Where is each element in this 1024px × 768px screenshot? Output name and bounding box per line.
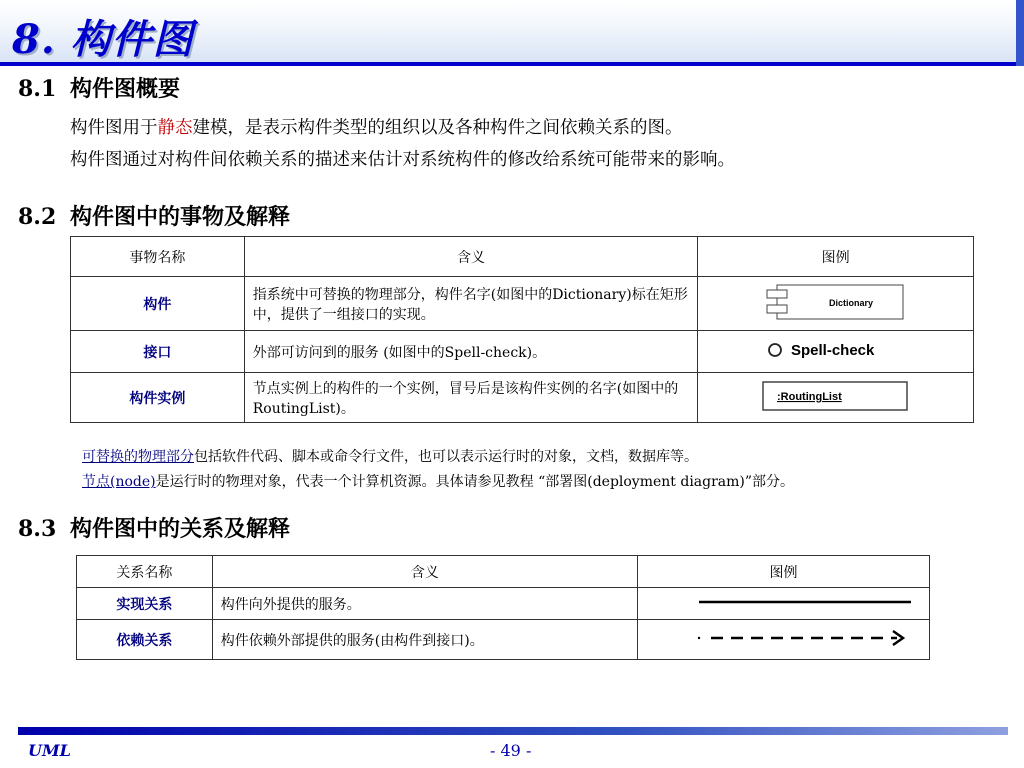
thing-name: 构件实例 bbox=[71, 373, 245, 423]
table-row bbox=[77, 620, 930, 660]
section1-line2: 构件图通过对构件间依赖关系的描述来估计对系统构件的修改给系统可能带来的影响。 bbox=[70, 150, 735, 170]
legend-cell bbox=[638, 588, 930, 620]
footer-bar bbox=[18, 727, 1008, 735]
note-link[interactable]: 可替换的物理部分 bbox=[82, 449, 194, 465]
legend-cell bbox=[698, 277, 974, 331]
table-header-row bbox=[71, 237, 974, 277]
section-heading-8-1 bbox=[18, 72, 180, 103]
instance-legend-label: :RoutingList bbox=[776, 390, 842, 403]
header-cell: 图例 bbox=[638, 556, 930, 588]
page-number: - 49 - bbox=[490, 741, 532, 760]
text: 建模，是表示构件类型的组织以及各种构件之间依赖关系的图。 bbox=[192, 118, 683, 138]
highlight-text: 静态 bbox=[157, 118, 193, 138]
header-cell: 含义 bbox=[244, 237, 697, 277]
table-row bbox=[71, 373, 974, 423]
legend-cell bbox=[638, 620, 930, 660]
interface-legend-label: Spell-check bbox=[790, 341, 874, 359]
table-row bbox=[71, 277, 974, 331]
thing-meaning: 节点实例上的构件的一个实例，冒号后是该构件实例的名字(如图中的RoutingList)。 bbox=[244, 373, 697, 423]
title-bar bbox=[0, 0, 1024, 66]
thing-meaning: 外部可访问到的服务 (如图中的Spell-check)。 bbox=[244, 331, 697, 373]
relation-meaning: 构件向外提供的服务。 bbox=[212, 588, 637, 620]
note-link[interactable]: 节点(node) bbox=[82, 474, 156, 490]
header-cell: 图例 bbox=[698, 237, 974, 277]
header-cell: 关系名称 bbox=[77, 556, 213, 588]
table-header-row bbox=[77, 556, 930, 588]
page-title: 8. 构件图 bbox=[12, 16, 194, 63]
header-cell: 事物名称 bbox=[71, 237, 245, 277]
thing-meaning: 指系统中可替换的物理部分，构件名字(如图中的Dictionary)标在矩形中，提供了一组接口的实现。 bbox=[244, 277, 697, 331]
section-title: 构件图中的事物及解释 bbox=[70, 204, 291, 230]
section-number: 8.1 bbox=[18, 76, 57, 102]
note-text: 是运行时的物理对象，代表一个计算机资源。具体请参见教程 “部署图(deployment diagram)”部分。 bbox=[155, 474, 795, 490]
section-heading-8-2 bbox=[18, 200, 290, 231]
section1-line1 bbox=[70, 114, 683, 139]
thing-name: 接口 bbox=[71, 331, 245, 373]
section-heading-8-3 bbox=[18, 512, 290, 543]
note-text: 包括软件代码、脚本或命令行文件，也可以表示运行时的对象，文档，数据库等。 bbox=[194, 449, 698, 465]
header-cell: 含义 bbox=[212, 556, 637, 588]
things-table bbox=[70, 236, 974, 423]
note-1 bbox=[82, 446, 698, 466]
relation-name: 实现关系 bbox=[77, 588, 213, 620]
legend-cell bbox=[698, 373, 974, 423]
section-title: 构件图概要 bbox=[70, 76, 181, 102]
section-number: 8.3 bbox=[18, 516, 57, 542]
component-legend-label: Dictionary bbox=[828, 297, 873, 308]
relation-meaning: 构件依赖外部提供的服务(由构件到接口)。 bbox=[212, 620, 637, 660]
section-title: 构件图中的关系及解释 bbox=[70, 516, 291, 542]
legend-cell bbox=[698, 331, 974, 373]
relation-name: 依赖关系 bbox=[77, 620, 213, 660]
component-instance-icon bbox=[761, 379, 911, 413]
thing-name: 构件 bbox=[71, 277, 245, 331]
dashed-arrow-icon bbox=[649, 628, 919, 648]
table-row bbox=[77, 588, 930, 620]
text: 构件图用于 bbox=[70, 118, 158, 138]
table-row bbox=[71, 331, 974, 373]
footer-course: UML bbox=[28, 741, 71, 760]
title-right-edge bbox=[1016, 0, 1024, 66]
section-number: 8.2 bbox=[18, 204, 57, 230]
component-icon bbox=[761, 282, 911, 322]
relations-table bbox=[76, 555, 930, 660]
interface-icon bbox=[761, 337, 911, 363]
solid-line-icon bbox=[649, 595, 919, 609]
note-2 bbox=[82, 471, 794, 491]
